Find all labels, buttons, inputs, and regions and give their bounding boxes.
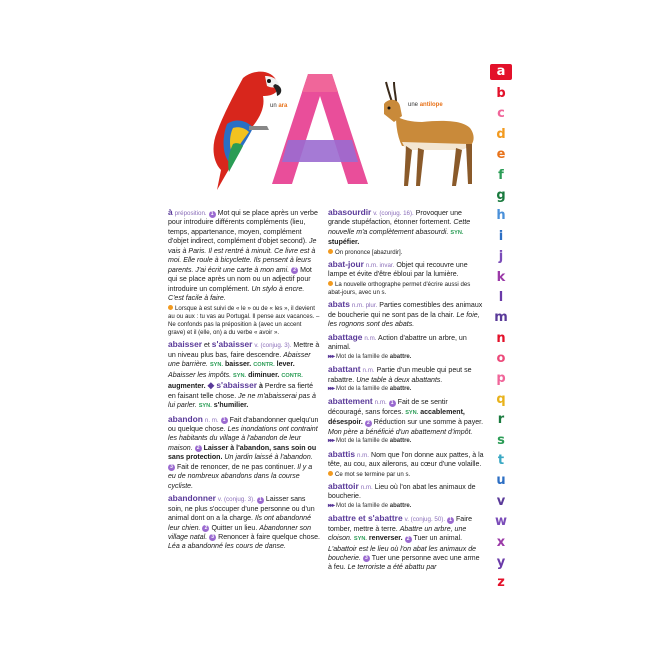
alphabet-letter-l[interactable]: l (498, 289, 504, 305)
alphabet-letter-q[interactable]: q (496, 391, 506, 407)
entry-a (168, 208, 320, 337)
entry-abaisser (168, 340, 320, 411)
sense-number: 2 (202, 525, 209, 532)
usage-note (168, 305, 320, 338)
sense-number: 1 (257, 497, 264, 504)
headword: abaisser (168, 339, 202, 350)
grammar: préposition. (174, 210, 207, 217)
alphabet-letter-g[interactable]: g (496, 187, 506, 203)
headword: abattement (328, 396, 373, 407)
entry-abats (328, 300, 484, 329)
alphabet-letter-r[interactable]: r (497, 412, 505, 428)
definition: Perdre sa fierté en faisant telle chose. (168, 383, 314, 400)
headword: à (168, 207, 173, 217)
sense-number: 3 (363, 555, 370, 562)
arrow-icon: ▸▸▸ (328, 438, 335, 445)
alphabet-letter-x[interactable]: x (496, 534, 506, 550)
example: Abaisser une barrière. (168, 351, 311, 369)
definition: Fait d'abandonner quelqu'un ou quelque chose. (168, 416, 319, 433)
definition: Faire tomber, mettre à terre. (328, 516, 473, 533)
synonym: diminuer. (248, 371, 280, 379)
sense-number: 2 (291, 267, 298, 274)
definition: Action d'abattre un arbre, un animal. (328, 334, 467, 352)
see-link[interactable]: abattre. (389, 502, 412, 509)
grammar: n.m. (374, 399, 387, 407)
antilope-caption-pre: une (408, 102, 420, 108)
syn-label: SYN. (198, 403, 212, 410)
note-text: Ce mot se termine par un s. (335, 470, 411, 478)
alphabet-letter-k[interactable]: k (496, 269, 506, 285)
example: Un jardin laissé à l'abandon. (224, 454, 313, 462)
right-column (328, 208, 484, 576)
alphabet-letter-i[interactable]: i (498, 228, 504, 244)
alphabet-letter-h[interactable]: h (496, 208, 506, 224)
ara-caption-pre: un (270, 103, 279, 109)
definition: Fait de renoncer, de ne pas continuer. (176, 463, 296, 471)
usage-note (328, 281, 484, 297)
alphabet-letter-a[interactable]: a (490, 64, 512, 80)
definition: Renoncer à faire quelque chose. (218, 533, 320, 541)
antonym: augmenter. (168, 383, 206, 391)
synonym: baisser. (224, 361, 252, 369)
entry-abattoir (328, 482, 484, 511)
headword: abattage (328, 331, 363, 342)
headword: s'abaisser (211, 339, 253, 350)
example: Abandonner son village natal. (168, 524, 311, 541)
definition: Mot qui se place après un verbe pour introduire différents compléments (lieu, temps, appartenance, moyen, complément d'objet indirect, complément d'objet second). (168, 210, 318, 246)
see-link[interactable]: abattre. (389, 385, 412, 392)
alphabet-letter-d[interactable]: d (496, 126, 506, 142)
alphabet-index (490, 64, 512, 594)
sense-number: 2 (405, 536, 412, 543)
sense-number: 1 (209, 211, 216, 218)
alphabet-letter-w[interactable]: w (494, 514, 507, 530)
subheadword: ◆ s'abaisser (207, 380, 257, 391)
usage-note (328, 471, 484, 479)
bullet-icon (168, 305, 173, 310)
example: Abattre un arbre, une cloison. (328, 525, 467, 543)
bullet-icon (328, 281, 333, 286)
sense-number: 1 (447, 517, 454, 524)
entry-abandon (168, 415, 320, 492)
arrow-icon: ▸▸▸ (328, 385, 335, 392)
alphabet-letter-j[interactable]: j (498, 249, 504, 265)
grammar: n.m. (362, 367, 375, 375)
syn-label: SYN. (233, 372, 247, 379)
definition: Laisser à l'abandon, sans soin ou sans protection. (168, 444, 317, 462)
synonym: stupéfier. (328, 239, 360, 247)
construction: à (258, 383, 263, 391)
see-text: Mot de la famille de (336, 438, 389, 445)
definition: Nom que l'on donne aux pattes, à la tête, au cou, aux ailerons, au cœur d'une volaille. (328, 451, 484, 469)
alphabet-letter-v[interactable]: v (496, 493, 506, 509)
entry-abasourdir (328, 208, 484, 257)
see-text: Mot de la famille de (336, 502, 389, 509)
alphabet-letter-e[interactable]: e (496, 147, 506, 163)
example: Un stylo à encre. C'est facile à faire. (168, 285, 305, 303)
sense-number: 3 (168, 464, 175, 471)
entry-abandonner (168, 494, 320, 552)
see-text: Mot de la famille de (336, 353, 389, 360)
definition: Laisser sans soin, ne plus s'occuper d'une personne ou d'un animal dont on a la charge. (168, 496, 315, 523)
entry-abattis (328, 450, 484, 479)
see-link[interactable]: abattre. (389, 438, 412, 445)
entry-abat-jour (328, 260, 484, 297)
sense-number: 2 (195, 445, 202, 452)
definition: Parties comestibles des animaux de boucherie qui ne sont pas de la chair. (328, 302, 483, 319)
synonym: renverser. (368, 535, 403, 543)
see-also (328, 502, 484, 511)
antelope-illustration (372, 80, 484, 190)
grammar: n.m. (364, 334, 377, 342)
definition: Lieu où l'on abat les animaux de boucherie. (328, 483, 476, 501)
alphabet-letter-o[interactable]: o (496, 351, 506, 367)
example: Il y a eu de nombreux abandons dans la course cycliste. (168, 463, 313, 490)
definition: Réduction sur une somme à payer. (373, 419, 484, 427)
example: Léa a abandonné les cours de danse. (168, 543, 286, 551)
alphabet-letter-f[interactable]: f (498, 167, 504, 183)
see-text: Mot de la famille de (336, 385, 389, 392)
see-also (328, 385, 484, 394)
grammar: v. (conjug. 50). (404, 516, 446, 524)
grammar: n.m. invar. (365, 262, 395, 270)
headword: abandonner (168, 493, 216, 504)
grammar: v. (conjug. 16). (373, 210, 414, 217)
left-column (168, 208, 320, 555)
entry-abattage (328, 333, 484, 362)
sense-number: 1 (389, 400, 396, 407)
example: Une table à deux abattants. (356, 376, 443, 384)
grammar: n.m. plur. (351, 302, 378, 310)
alphabet-letter-n[interactable]: n (496, 330, 506, 346)
antilope-caption (408, 102, 443, 108)
syn-label: SYN. (450, 229, 464, 236)
entry-abattre (328, 514, 484, 573)
entry-abattant (328, 365, 484, 394)
synonym: s'humilier. (213, 402, 249, 410)
definition: Quitter un lieu. (211, 524, 258, 532)
headword: abasourdir (328, 207, 372, 217)
synonym: accablement, désespoir. (328, 408, 465, 427)
syn-label: SYN. (209, 362, 223, 369)
note-text: On prononce [abazurdir]. (335, 248, 403, 256)
entry-abattement (328, 397, 484, 446)
arrow-icon: ▸▸▸ (328, 353, 335, 360)
definition: Mot qui se place après un nom ou un adjectif pour introduire un complément. (168, 266, 312, 293)
example: Ils ont abandonné leur chien. (168, 515, 312, 532)
example: Je vais à Paris. Il est rentré à minuit. Ce livre est à moi. Elle roule à bicyclette. Ils pensent à leurs parents. J'ai écrit une carte à mon ami. (168, 238, 317, 274)
antonym: lever. (276, 361, 295, 369)
alphabet-letter-y[interactable]: y (496, 554, 506, 570)
headword: abattre et s'abattre (328, 513, 403, 524)
antilope-caption-word: antilope (419, 102, 443, 108)
sense-number: 2 (365, 420, 372, 427)
arrow-icon: ▸▸▸ (328, 502, 335, 509)
headword-joiner: et (202, 342, 212, 350)
syn-label: SYN. (405, 409, 419, 416)
alphabet-letter-b[interactable]: b (496, 86, 506, 101)
note-text: Lorsque à est suivi de « le » ou de « les », il devient au ou aux : tu vas au Portugal. Il pense aux vacances. – Ne confonds pas la préposition à (avec un accent grave) et il (elle, on) a du verbe « avoir ». (168, 304, 320, 337)
grammar: n. m. (204, 416, 219, 424)
grammar: n.m. (360, 483, 373, 491)
definition: Mettre à un niveau plus bas, faire descendre. (168, 342, 320, 359)
alphabet-letter-z[interactable]: z (497, 575, 505, 591)
alphabet-letter-c[interactable]: c (497, 106, 505, 122)
example: Les inondations ont contraint les habitants du village à l'abandon de leur maison. (168, 425, 318, 452)
definition: Tuer un animal. (413, 535, 463, 543)
headword: abattis (328, 448, 355, 459)
syn-label: SYN. (353, 536, 367, 543)
ara-caption-word: ara (278, 103, 288, 109)
example: Cette nouvelle m'a complètement abasourdi. (328, 219, 471, 236)
definition: Objet qui recouvre une lampe et évite d'être ébloui par la lumière. (328, 262, 468, 279)
alphabet-letter-u[interactable]: u (496, 473, 506, 489)
alphabet-letter-t[interactable]: t (497, 453, 505, 469)
alphabet-letter-m[interactable]: m (494, 310, 508, 326)
headword: abattant (328, 364, 361, 375)
note-text: La nouvelle orthographe permet d'écrire aussi des abat-jours, avec un s. (328, 280, 471, 297)
definition: Fait de se sentir découragé, sans forces. (328, 399, 448, 416)
headword: abat-jour (328, 259, 364, 270)
definition: Partie d'un meuble qui peut se rabattre. (328, 367, 472, 384)
contr-label: CONTR. (253, 362, 275, 369)
headword: abattoir (328, 480, 359, 491)
bullet-icon (328, 249, 333, 254)
headword: abats (328, 299, 350, 310)
definition: Tuer une personne avec une arme à feu. (328, 554, 480, 572)
contr-label: CONTR. (281, 372, 303, 379)
example: L'abattoir est le lieu où l'on abat les animaux de boucherie. (328, 545, 477, 562)
headword: abandon (168, 413, 203, 424)
bullet-icon (328, 471, 333, 476)
sense-number: 3 (209, 534, 216, 541)
example: Mon père a bénéficié d'un abattement d'impôt. (328, 428, 473, 436)
definition: Provoquer une grande stupéfaction, étonner fortement. (328, 210, 462, 227)
usage-note (328, 249, 484, 257)
grammar: n.m. (356, 451, 370, 459)
grammar: v. (conjug. 3). (254, 342, 292, 350)
see-also (328, 353, 484, 362)
alphabet-letter-s[interactable]: s (497, 432, 505, 448)
example: Abaisser les impôts. (168, 371, 232, 379)
see-link[interactable]: abattre. (389, 353, 412, 360)
see-also (328, 437, 484, 446)
grammar: v. (conjug. 3). (217, 496, 255, 504)
big-letter-a (268, 66, 372, 190)
example: Je ne m'abaisserai pas à lui parler. (168, 392, 316, 410)
alphabet-letter-p[interactable]: p (496, 371, 506, 387)
sense-number: 1 (221, 417, 228, 424)
example: Le foie, les rognons sont des abats. (328, 311, 480, 329)
example: Le terroriste a été abattu par (347, 564, 437, 572)
